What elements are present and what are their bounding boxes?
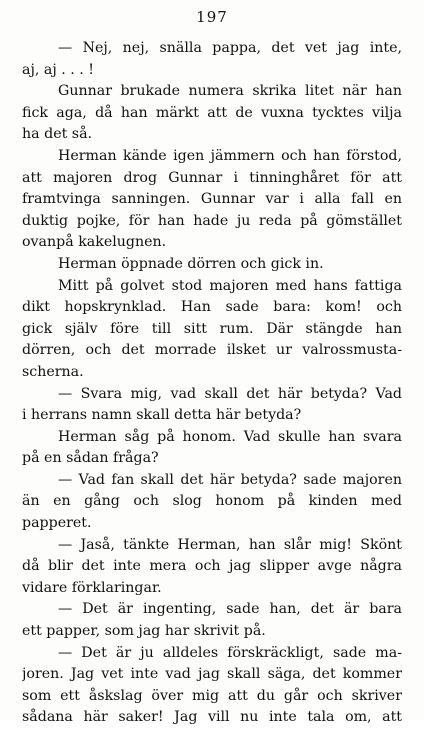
text-line: Herman såg på honom. Vad skulle han svara (58, 428, 402, 445)
text-line: gick själv före till sitt rum. Där stängde han (22, 320, 402, 337)
text-line: Mitt på golvet stod majoren med hans fattiga (58, 277, 402, 294)
text-line: sådana här saker! Jag vill nu inte tala om, att (22, 709, 402, 726)
text-line: ha det så. (22, 126, 93, 143)
text-line: joren. Jag vet inte vad jag skall säga, det kommer (22, 666, 402, 683)
body-text (22, 38, 402, 729)
text-line: — Jaså, tänkte Herman, han slår mig! Skönt (58, 536, 402, 553)
text-line: i herrans namn skall detta här betyda? (22, 407, 302, 424)
page-number: 197 (196, 8, 228, 26)
text-line: på en sådan fråga? (22, 450, 159, 467)
text-line: — Vad fan skall det här betyda? sade majoren (58, 471, 402, 488)
text-line: Gunnar brukade numera skrika litet när han (58, 83, 402, 100)
text-line: duktig pojke, för han hade ju reda på gömstället (22, 212, 402, 229)
text-line: än en gång och slog honom på kinden med (22, 493, 402, 510)
text-line: ovanpå kakelugnen. (22, 234, 167, 251)
text-line: som ett åskslag över mig att du går och skriver (22, 687, 402, 704)
text-line: dikt hopskrynklad. Han sade bara: kom! och (22, 299, 402, 316)
text-line: ett papper, som jag har skrivit på. (22, 623, 266, 640)
text-line: fick aga, då han märkt att de vuxna tycktes vilja (22, 104, 402, 121)
text-line: papperet. (22, 515, 92, 532)
text-line: vidare förklaringar. (22, 579, 162, 596)
text-line: — Nej, nej, snälla pappa, det vet jag inte, (58, 40, 402, 56)
text-line: att majoren drog Gunnar i tinninghåret för att (22, 169, 402, 186)
text-line: då blir det inte mera och jag slipper avge några (22, 558, 402, 575)
text-line: Herman öppnade dörren och gick in. (58, 255, 324, 272)
text-line: dörren, och det morrade ilsket ur valrossmusta- (22, 342, 402, 359)
text-line: scherna. (22, 363, 84, 380)
text-line: — Det är ju alldeles förskräckligt, sade ma- (58, 644, 402, 661)
text-line: aj, aj . . . ! (22, 61, 95, 78)
text-line: — Det är ingenting, sade han, det är bara (58, 601, 402, 618)
text-line: — Svara mig, vad skall det här betyda? Vad (58, 385, 402, 402)
text-line: framtvinga sanningen. Gunnar var i alla fall en (22, 191, 402, 208)
text-line: Herman kände igen jämmern och han förstod, (58, 147, 402, 164)
